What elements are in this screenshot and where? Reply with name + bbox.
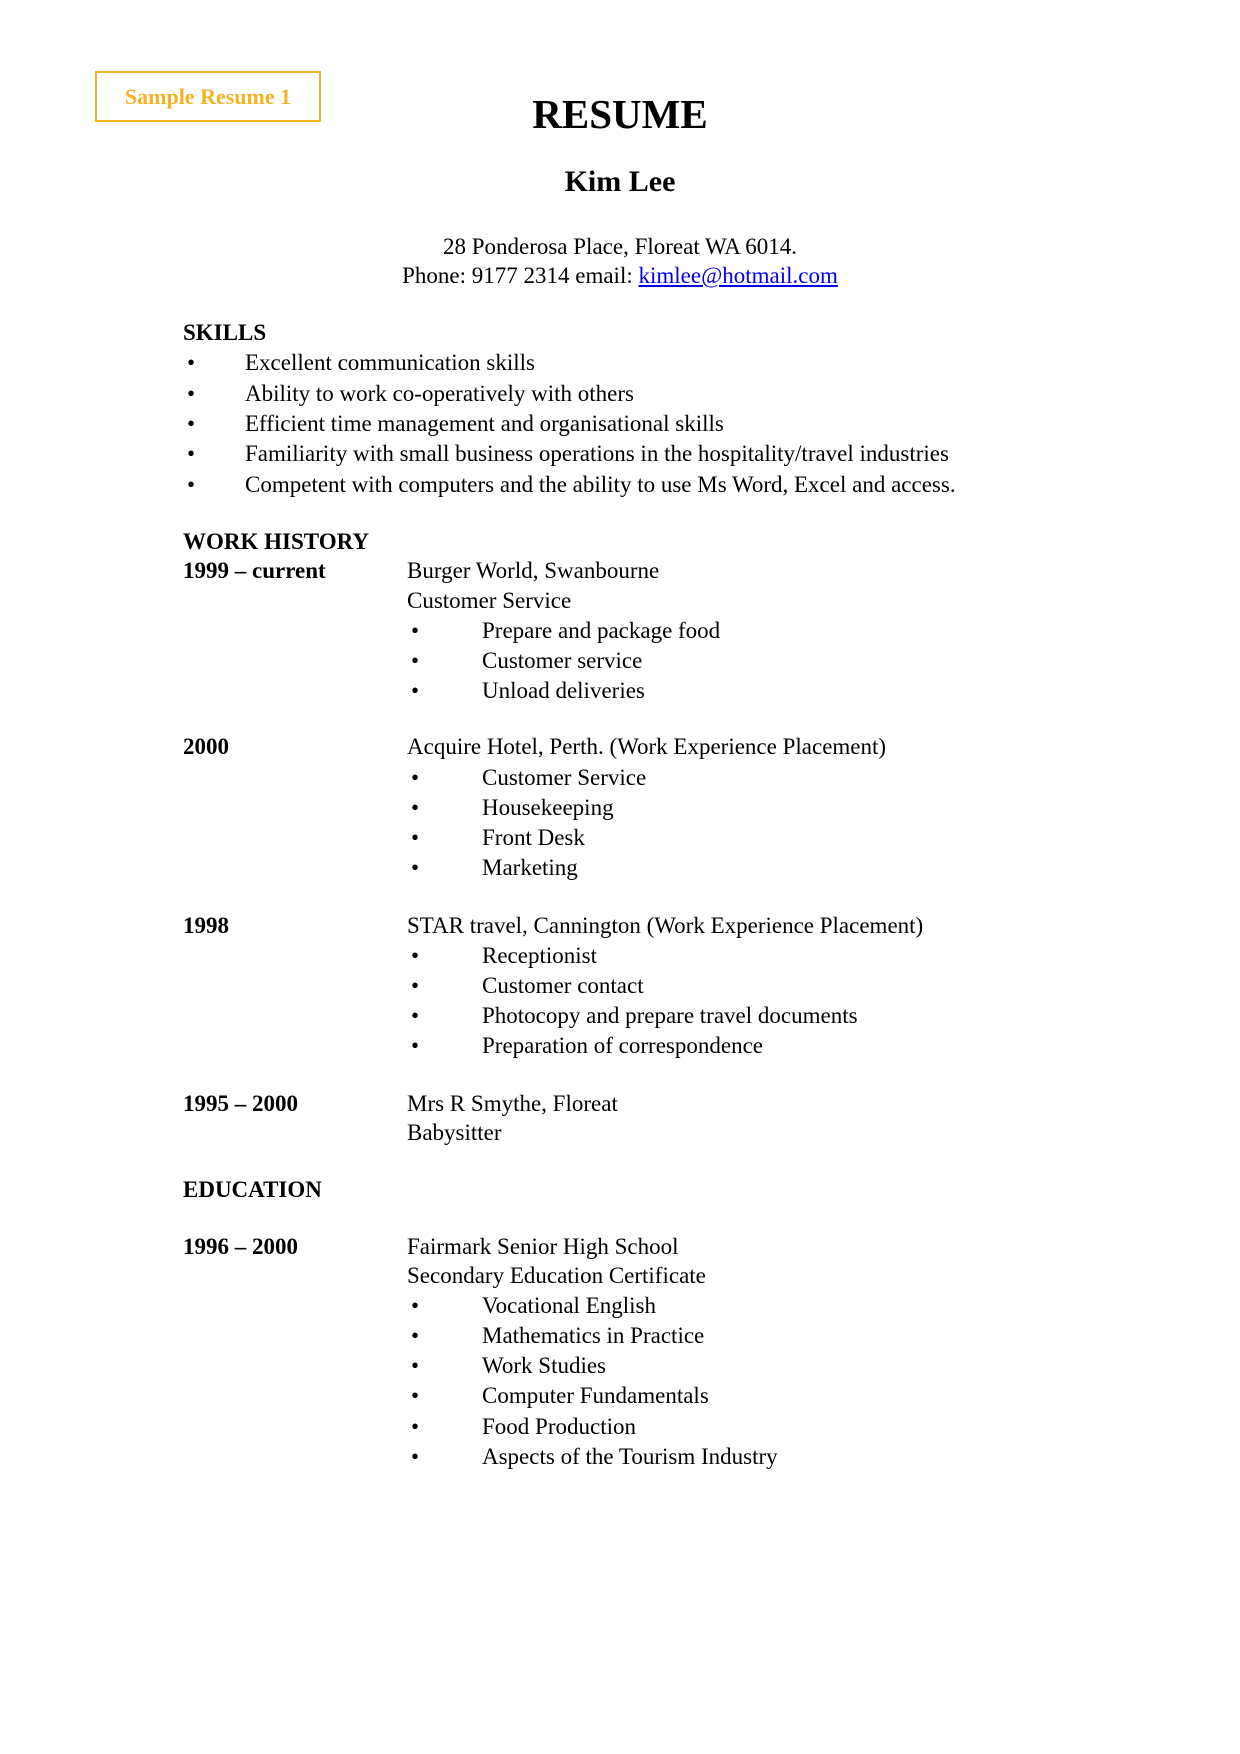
job-duty: • Housekeeping	[407, 794, 614, 822]
bullet-icon: •	[411, 765, 420, 790]
bullet-icon: •	[411, 1003, 420, 1028]
education-subject: • Computer Fundamentals	[407, 1382, 709, 1410]
job-date: 1999 – current	[183, 558, 326, 583]
bullet-icon: •	[187, 350, 196, 375]
job-employer: Acquire Hotel, Perth. (Work Experience Placement)	[407, 734, 887, 759]
email-link[interactable]: kimlee@hotmail.com	[638, 263, 838, 288]
education-subject: • Aspects of the Tourism Industry	[407, 1443, 778, 1471]
job-duty: • Customer service	[407, 647, 642, 675]
education-subject: • Food Production	[407, 1413, 636, 1441]
bullet-icon: •	[411, 973, 420, 998]
job-date: 1998	[183, 913, 229, 938]
contact-line	[0, 262, 1240, 290]
bullet-icon: •	[411, 1293, 420, 1318]
job-duty: • Photocopy and prepare travel documents	[407, 1002, 858, 1030]
bullet-icon: •	[187, 411, 196, 436]
bullet-icon: •	[411, 795, 420, 820]
job-duty: • Front Desk	[407, 824, 585, 852]
job-date: 2000	[183, 734, 229, 759]
bullet-icon: •	[411, 855, 420, 880]
bullet-icon: •	[411, 1444, 420, 1469]
job-role: Customer Service	[407, 588, 572, 613]
bullet-icon: •	[411, 943, 420, 968]
document-title: RESUME	[532, 91, 708, 137]
job-date: 1995 – 2000	[183, 1091, 298, 1116]
bullet-icon: •	[411, 618, 420, 643]
bullet-icon: •	[411, 1353, 420, 1378]
job-duty: • Customer Service	[407, 764, 646, 792]
bullet-icon: •	[411, 648, 420, 673]
skill-item: • Familiarity with small business operations in the hospitality/travel industries	[183, 440, 949, 468]
job-duty: • Customer contact	[407, 972, 644, 1000]
skill-item: • Excellent communication skills	[183, 349, 535, 377]
education-certificate: Secondary Education Certificate	[407, 1263, 706, 1288]
job-duty: • Prepare and package food	[407, 617, 720, 645]
bullet-icon: •	[411, 1323, 420, 1348]
job-role: Babysitter	[407, 1120, 502, 1145]
skill-item: • Efficient time management and organisational skills	[183, 410, 724, 438]
bullet-icon: •	[411, 1033, 420, 1058]
education-subject: • Mathematics in Practice	[407, 1322, 704, 1350]
education-subject: • Vocational English	[407, 1292, 656, 1320]
address: 28 Ponderosa Place, Floreat WA 6014.	[442, 234, 798, 259]
bullet-icon: •	[411, 1383, 420, 1408]
work-history-heading: WORK HISTORY	[183, 529, 369, 554]
job-duty: • Unload deliveries	[407, 677, 645, 705]
job-employer: STAR travel, Cannington (Work Experience Placement)	[407, 913, 924, 938]
job-employer: Burger World, Swanbourne	[407, 558, 660, 583]
job-duty: • Receptionist	[407, 942, 597, 970]
skills-heading: SKILLS	[183, 320, 267, 345]
phone-text: Phone: 9177 2314 email:	[402, 263, 639, 288]
bullet-icon: •	[411, 825, 420, 850]
candidate-name: Kim Lee	[564, 165, 676, 198]
education-subject: • Work Studies	[407, 1352, 606, 1380]
education-date: 1996 – 2000	[183, 1234, 298, 1259]
sample-resume-label: Sample Resume 1	[95, 71, 321, 122]
education-heading: EDUCATION	[183, 1177, 322, 1202]
bullet-icon: •	[187, 381, 196, 406]
bullet-icon: •	[187, 441, 196, 466]
bullet-icon: •	[411, 678, 420, 703]
bullet-icon: •	[187, 472, 196, 497]
bullet-icon: •	[411, 1414, 420, 1439]
job-duty: • Preparation of correspondence	[407, 1032, 763, 1060]
education-school: Fairmark Senior High School	[407, 1234, 679, 1259]
job-duty: • Marketing	[407, 854, 578, 882]
skill-item: • Ability to work co-operatively with others	[183, 380, 634, 408]
skill-item: • Competent with computers and the ability to use Ms Word, Excel and access.	[183, 471, 956, 499]
job-employer: Mrs R Smythe, Floreat	[407, 1091, 618, 1116]
